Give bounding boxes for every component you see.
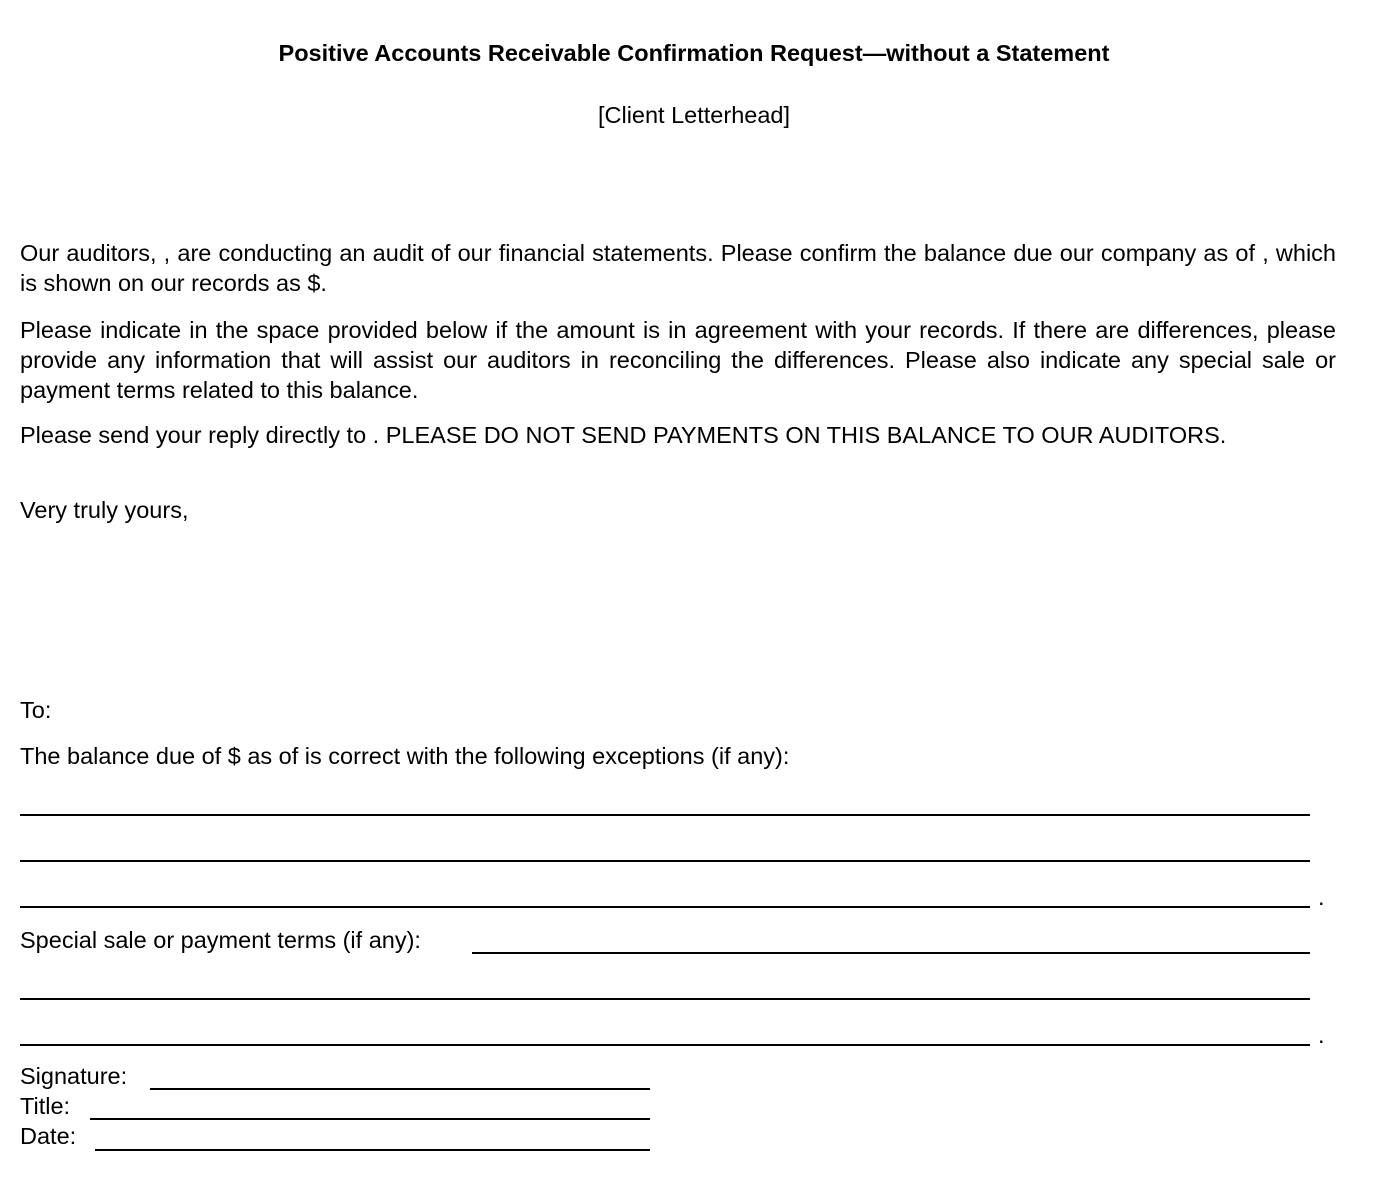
paragraph-reply-directions: Please send your reply directly to . PLEASE DO NOT SEND PAYMENTS ON THIS BALANCE TO OUR AUDITORS. [20, 422, 1227, 448]
exception-line-2[interactable] [20, 860, 1310, 862]
title-line[interactable] [90, 1118, 650, 1120]
balance-statement: The balance due of $ as of is correct with the following exceptions (if any): [20, 743, 790, 769]
date-label: Date: [20, 1123, 77, 1149]
exception-line-1[interactable] [20, 814, 1310, 816]
document-title: Positive Accounts Receivable Confirmation Request—without a Statement [278, 40, 1110, 66]
signature-line[interactable] [150, 1088, 650, 1090]
special-terms-line-3[interactable] [20, 1044, 1310, 1046]
signature-label: Signature: [20, 1063, 128, 1089]
special-terms-line-1[interactable] [472, 952, 1310, 954]
exception-line-3[interactable] [20, 906, 1310, 908]
date-line[interactable] [95, 1149, 650, 1151]
closing: Very truly yours, [20, 497, 189, 523]
paragraph-audit-request: Our auditors, , are conducting an audit of our financial statements. Please confirm the balance due our company as of , which is shown on our records as $. [20, 240, 1336, 296]
paragraph-instructions: Please indicate in the space provided below if the amount is in agreement with your records. If there are differences, please provide any information that will assist our auditors in reconciling the differences. Please also indicate any special sale or payment terms related to this balance. [20, 317, 1336, 403]
period: . [1318, 1022, 1325, 1048]
special-terms-label: Special sale or payment terms (if any): [20, 927, 421, 953]
client-letterhead: [Client Letterhead] [597, 102, 791, 128]
to-label: To: [20, 697, 52, 723]
period: . [1318, 884, 1325, 910]
special-terms-line-2[interactable] [20, 998, 1310, 1000]
title-label: Title: [20, 1093, 71, 1119]
